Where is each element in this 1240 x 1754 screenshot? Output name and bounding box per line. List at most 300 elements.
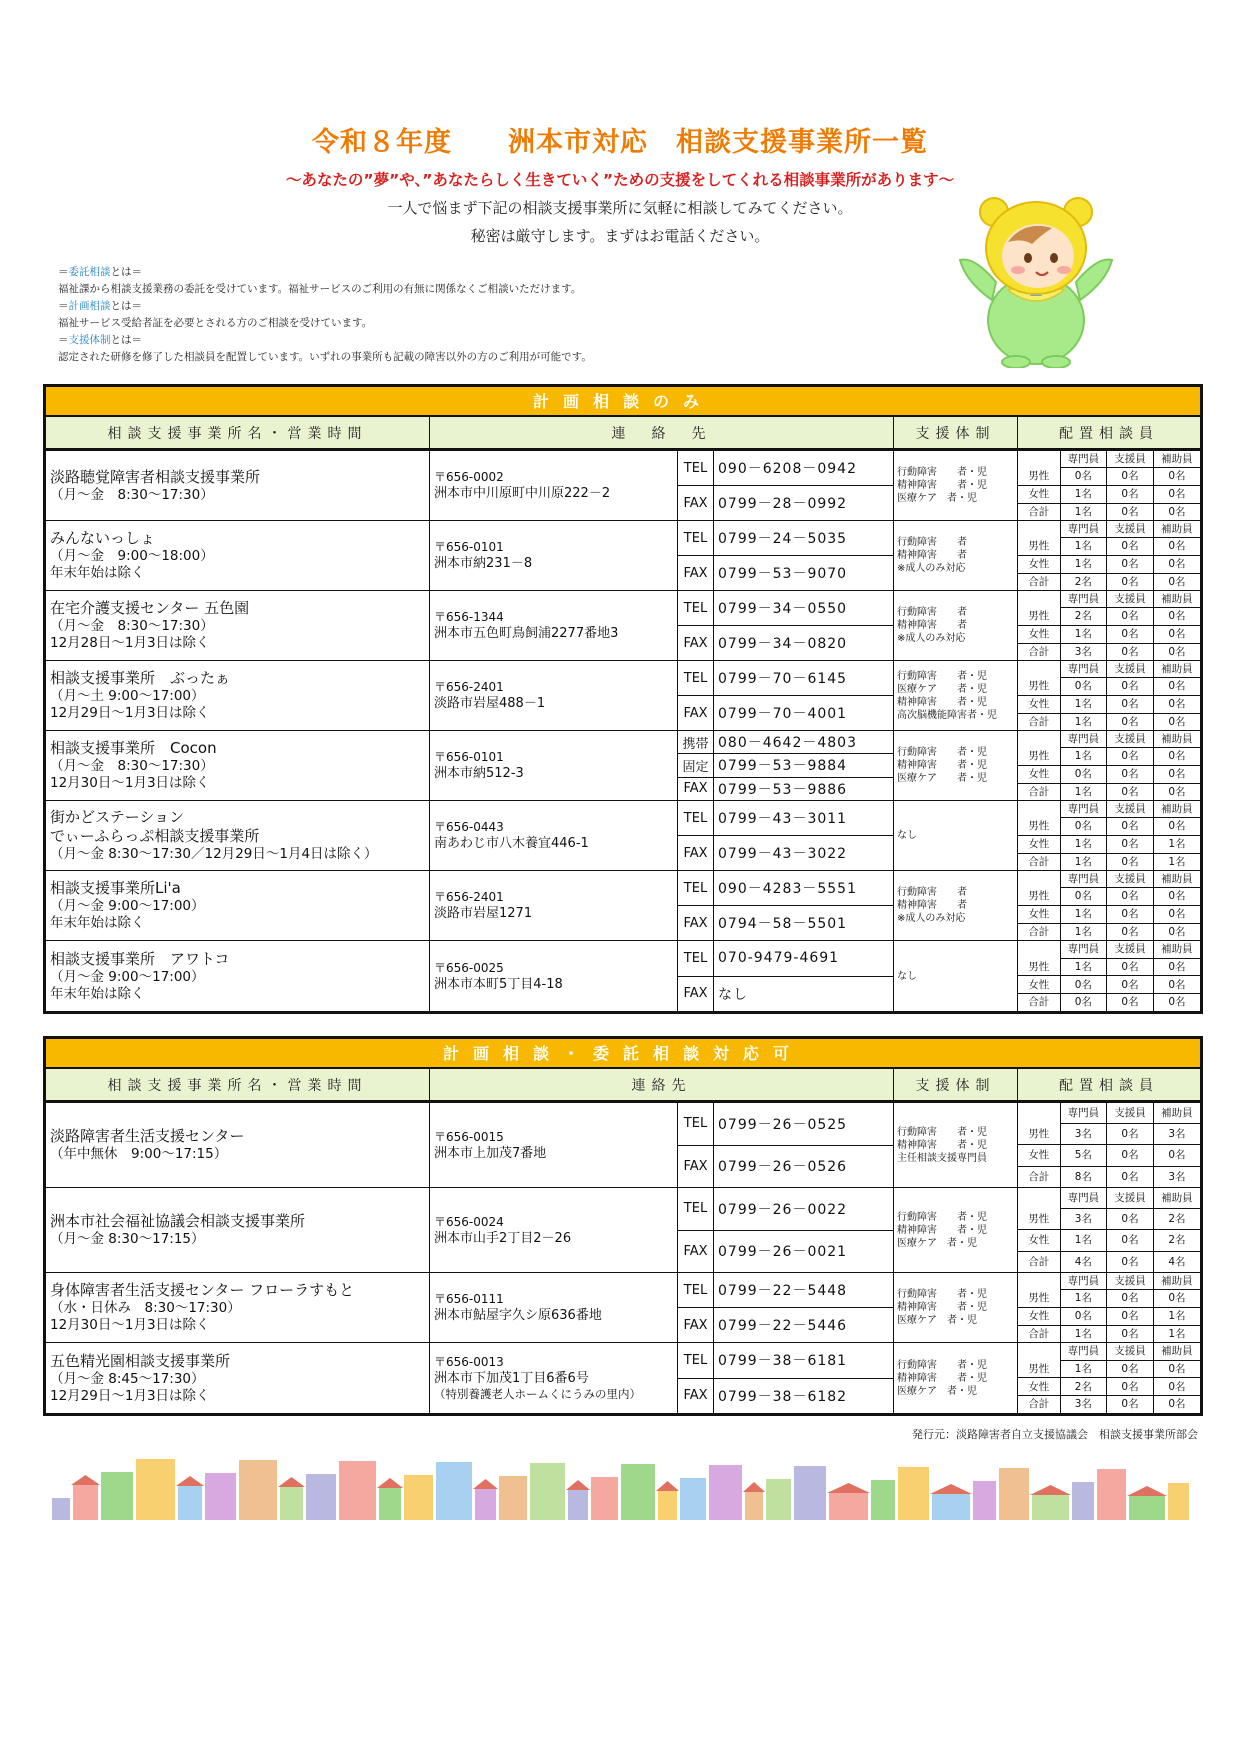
staff-count: 1名 [1060,695,1107,713]
phone-number: 090－6208－0942 [718,461,857,477]
address-cell [430,731,678,800]
phone-number: 0799－26－0525 [718,1116,848,1133]
office-hours: 12月28日～1月3日は除く [50,635,210,651]
staff-header: 専門員 [1060,1273,1107,1290]
staff-header: 補助員 [1153,731,1200,748]
support-line: 医療ケア 者・児 [897,493,977,504]
staff-cell [1018,1273,1200,1342]
staff-count: 0名 [1153,994,1200,1011]
staff-row-label: 男性 [1018,1124,1060,1145]
phone-number: 0799－70－6145 [718,671,848,687]
staff-corner [1018,801,1060,818]
postal-code: 〒656-0443 [434,820,504,834]
staff-row-label: 男性 [1018,1209,1060,1230]
staff-row-label: 男性 [1018,1360,1060,1378]
staff-count: 1名 [1060,1290,1107,1308]
staff-count: 0名 [1107,485,1154,503]
staff-row-female [1018,765,1200,783]
office-name-cell [46,1343,430,1413]
phone-line [678,754,893,777]
staff-header: 補助員 [1153,591,1200,608]
address-line: 洲本市中川原町中川原222－2 [434,486,611,501]
staff-count: 0名 [1107,1230,1154,1251]
support-line: 行動障害 者・児 [897,1211,987,1223]
staff-count: 0名 [1153,538,1200,556]
staff-table [1018,1188,1200,1272]
staff-count: 0名 [1153,888,1200,906]
staff-header-row [1018,451,1200,468]
staff-count: 0名 [1153,1290,1200,1308]
definition-term-line: ＝委託相談とは＝ [58,266,142,278]
building [436,1462,472,1520]
staff-count: 0名 [1107,783,1154,800]
mascot-illustration [956,190,1116,368]
office-name-cell [46,1188,430,1272]
roof [930,1484,972,1494]
col-staff: 配置相談員 [1059,1078,1159,1094]
phone-line [678,1103,893,1146]
staff-row-female [1018,1145,1200,1166]
support-cell [894,591,1018,660]
staff-table [1018,731,1200,800]
staff-header: 補助員 [1153,521,1200,538]
phone-label: FAX [678,977,714,1012]
office-hours: 年末年始は除く [50,985,145,1002]
phone-line [678,977,893,1012]
phone-number: 0799－43－3011 [718,811,848,827]
staff-row-total [1018,503,1200,520]
support-line: 精神障害 者・児 [897,1139,987,1151]
staff-header: 補助員 [1153,1103,1200,1124]
staff-header: 支援員 [1107,591,1154,608]
staff-header-row [1018,801,1200,818]
staff-count: 0名 [1107,1396,1154,1413]
office-name: 在宅介護支援センター 五色園 [50,599,250,617]
phone-line [678,836,893,870]
staff-row-label: 男性 [1018,608,1060,626]
support-cell [894,1343,1018,1413]
address-cell [430,1188,678,1272]
support-line: 高次脳機能障害者・児 [897,709,997,721]
office-name: 淡路障害者生活支援センター [50,1127,245,1145]
staff-count: 0名 [1107,643,1154,660]
office-name-cell [46,871,430,940]
staff-count: 0名 [1107,835,1154,853]
postal-code: 〒656-2401 [434,890,504,904]
staff-count: 0名 [1060,1307,1107,1325]
support-line: 医療ケア 者・児 [897,683,987,695]
support-line: 精神障害 者・児 [897,1372,987,1384]
phone-line [678,451,893,486]
staff-table [1018,941,1200,1011]
phone-number: 0799－38－6182 [718,1388,848,1405]
staff-count: 0名 [1153,678,1200,696]
table-row [46,801,1200,871]
staff-count: 3名 [1060,1209,1107,1230]
building [178,1486,202,1520]
building [680,1478,706,1520]
staff-row-total [1018,1325,1200,1342]
building [1168,1483,1189,1520]
staff-count: 0名 [1060,888,1107,906]
page-title: 令和８年度 洲本市対応 相談支援事業所一覧 [312,127,928,158]
staff-count: 0名 [1153,713,1200,730]
staff-count: 0名 [1107,538,1154,556]
phone-number: 070-9479-4691 [718,950,840,967]
office-name: 相談支援事業所 アワトコ [50,949,230,968]
phone-number: 080－4642－4803 [718,735,857,752]
staff-row-label: 女性 [1018,625,1060,643]
address-line: 洲本市上加茂7番地 [434,1145,547,1161]
staff-count: 2名 [1060,573,1107,590]
staff-count: 0名 [1153,573,1200,590]
staff-row-total [1018,643,1200,660]
staff-row-female [1018,625,1200,643]
staff-count: 0名 [1153,958,1200,976]
address-cell [430,591,678,660]
staff-row-label: 女性 [1018,555,1060,573]
phone-line [678,801,893,836]
staff-header: 専門員 [1060,801,1107,818]
support-line: なし [897,830,917,841]
phone-cell [678,451,894,520]
support-cell [894,451,1018,520]
address-cell [430,871,678,940]
table-row [46,591,1200,661]
roof [71,1475,100,1485]
definition-term: 計画相談 [68,300,111,312]
postal-code: 〒656-2401 [434,680,504,694]
staff-row-label: 女性 [1018,1307,1060,1325]
phone-cell [678,941,894,1011]
staff-cell [1018,451,1200,520]
address-line: 洲本市納231－8 [434,556,533,571]
address-cell [430,1343,678,1413]
staff-cell [1018,801,1200,870]
staff-row-label: 女性 [1018,1378,1060,1396]
staff-cell [1018,591,1200,660]
phone-label: FAX [678,626,714,660]
office-name-cell [46,1273,430,1342]
office-name: みんないっしょ [50,529,156,547]
phone-number: なし [718,986,748,1003]
support-line: 精神障害 者・児 [897,1302,987,1313]
staff-header: 専門員 [1060,451,1107,468]
staff-count: 3名 [1153,1166,1200,1187]
phone-cell [678,591,894,660]
address-line: 洲本市下加茂1丁目6番6号 [434,1371,589,1386]
staff-table [1018,521,1200,590]
office-name: 身体障害者生活支援センター フローラすもと [50,1281,355,1299]
support-line: 行動障害 者 [897,887,967,898]
staff-table [1018,591,1200,660]
staff-count: 2名 [1060,1378,1107,1396]
office-hours: 12月30日～1月3日は除く [50,1317,210,1333]
support-line: 行動障害 者・児 [897,670,987,682]
staff-row-label: 男性 [1018,1290,1060,1308]
staff-count: 1名 [1060,783,1107,800]
address-cell [430,661,678,730]
address-line: 洲本市納512-3 [434,766,524,781]
staff-header: 専門員 [1060,1103,1107,1124]
staff-row-male [1018,1360,1200,1378]
phone-label: TEL [678,1273,714,1307]
col-name: 相談支援事業所名・営業時間 [46,1069,430,1100]
staff-row-label: 女性 [1018,835,1060,853]
phone-number: 0799－34－0550 [718,601,848,617]
staff-count: 4名 [1153,1251,1200,1272]
staff-count: 0名 [1153,1396,1200,1413]
staff-row-label: 女性 [1018,1230,1060,1251]
staff-row-label: 合計 [1028,1398,1050,1411]
address-cell [430,1273,678,1342]
phone-number: 0799－26－0021 [718,1244,848,1261]
office-name: 街かどステーション [50,808,185,826]
staff-row-female [1018,905,1200,923]
staff-row-label: 合計 [1028,925,1050,938]
definition-desc: 福祉課から相談支援業務の委託を受けています。福祉サービスのご利用の有無に関係なくご相談いただけます。 [58,283,582,295]
address-cell [430,801,678,870]
staff-table [1018,871,1200,940]
building [1129,1496,1165,1520]
phone-number: 0799－24－5035 [718,531,848,547]
staff-header: 支援員 [1107,451,1154,468]
staff-count: 1名 [1060,923,1107,940]
staff-row-label: 女性 [1018,1145,1060,1166]
staff-header: 補助員 [1153,801,1200,818]
phone-label: FAX [678,778,714,800]
postal-code: 〒656-0101 [434,540,504,554]
staff-header: 支援員 [1107,1103,1154,1124]
phone-line [678,521,893,556]
phone-label: TEL [678,871,714,905]
support-line: 行動障害 者・児 [897,1289,987,1300]
staff-cell [1018,731,1200,800]
staff-count: 1名 [1060,503,1107,520]
col-name: 相談支援事業所名・営業時間 [46,417,430,448]
building [1072,1482,1094,1520]
building [136,1459,175,1520]
office-name-cell [46,941,430,1011]
support-cell [894,1103,1018,1187]
staff-corner [1018,731,1060,748]
staff-count: 1名 [1153,835,1200,853]
roof [377,1478,403,1488]
staff-row-female [1018,976,1200,994]
staff-count: 0名 [1107,1325,1154,1342]
staff-count: 0名 [1107,1378,1154,1396]
phone-label: FAX [678,1308,714,1342]
staff-header: 支援員 [1107,731,1154,748]
support-cell [894,521,1018,590]
address-cell [430,1103,678,1187]
staff-cell [1018,1343,1200,1413]
staff-count: 0名 [1060,468,1107,486]
staff-count: 1名 [1060,1230,1107,1251]
phone-line [678,731,893,754]
staff-row-label: 男性 [1018,538,1060,556]
staff-cell [1018,871,1200,940]
office-hours: （月～金 9:00～17:00） [50,968,205,985]
staff-row-total [1018,994,1200,1011]
building [973,1481,996,1520]
phone-line [678,626,893,660]
phone-label: FAX [678,1379,714,1414]
phone-number: 0799－22－5446 [718,1318,848,1334]
support-line: ※成人のみ対応 [897,633,966,644]
staff-row-label: 男性 [1018,958,1060,976]
staff-count: 0名 [1107,573,1154,590]
phone-number: 0794－58－5501 [718,916,848,932]
table-row [46,1103,1200,1188]
roof [743,1482,765,1492]
address-line: 南あわじ市八木養宜446-1 [434,836,589,851]
staff-row-label: 合計 [1028,1170,1050,1183]
staff-row-total [1018,853,1200,870]
building [404,1475,433,1520]
staff-count: 1名 [1060,905,1107,923]
phone-label: FAX [678,906,714,940]
office-name-cell [46,731,430,800]
staff-cell [1018,1103,1200,1187]
staff-row-male [1018,1209,1200,1230]
staff-count: 0名 [1153,1378,1200,1396]
definition-term-line: ＝支援体制とは＝ [58,334,142,346]
building [829,1493,868,1520]
definition-desc: 福祉サービス受給者証を必要とされる方のご相談を受けています。 [58,317,373,329]
staff-header: 専門員 [1060,521,1107,538]
phone-line [678,1343,893,1379]
phone-line [678,661,893,696]
office-hours: （月～土 9:00～17:00） [50,688,205,704]
staff-count: 0名 [1107,555,1154,573]
building [766,1479,791,1520]
building [999,1468,1029,1520]
staff-row-label: 男性 [1018,818,1060,836]
staff-header-row [1018,871,1200,888]
staff-count: 0名 [1153,555,1200,573]
support-cell [894,941,1018,1011]
office-name-cell [46,1103,430,1187]
column-headers [46,417,1200,451]
section-title: 計画相談のみ [46,387,1200,417]
staff-count: 0名 [1153,485,1200,503]
staff-row-label: 合計 [1028,505,1050,518]
staff-row-label: 合計 [1028,1327,1050,1340]
support-line: 精神障害 者 [897,550,967,561]
address-line: 洲本市五色町鳥飼浦2277番地3 [434,626,619,641]
table-row [46,871,1200,941]
col-contact: 連絡先 [430,1069,894,1100]
staff-count: 0名 [1153,468,1200,486]
support-line: 精神障害 者 [897,620,967,631]
staff-table [1018,1103,1200,1187]
staff-row-label: 合計 [1028,996,1050,1009]
office-name-cell [46,451,430,520]
office-name: 相談支援事業所 ぶったぁ [50,669,231,687]
phone-cell [678,1103,894,1187]
phone-label: FAX [678,1231,714,1273]
table-row [46,1273,1200,1343]
staff-count: 0名 [1107,765,1154,783]
staff-row-label: 合計 [1028,645,1050,658]
staff-count: 0名 [1107,1166,1154,1187]
staff-count: 0名 [1153,1145,1200,1166]
staff-count: 0名 [1107,748,1154,766]
staff-row-male [1018,818,1200,836]
support-line: 主任相談支援専門員 [897,1152,987,1164]
address-line: 洲本市山手2丁目2－26 [434,1230,572,1246]
staff-count: 1名 [1060,485,1107,503]
staff-count: 0名 [1060,994,1107,1011]
office-hours: 12月29日～1月3日は除く [50,1387,210,1404]
phone-label: TEL [678,1343,714,1378]
staff-count: 1名 [1060,625,1107,643]
staff-row-male [1018,888,1200,906]
staff-header: 補助員 [1153,871,1200,888]
phone-label: TEL [678,941,714,976]
office-name-cell [46,661,430,730]
staff-header: 専門員 [1060,871,1107,888]
staff-row-label: 男性 [1018,468,1060,486]
staff-count: 2名 [1060,608,1107,626]
staff-count: 0名 [1107,818,1154,836]
office-hours: （月～金 8:30～17:30／12月29日～1月4日は除く） [50,846,378,862]
phone-line [678,1273,893,1308]
roof [1127,1486,1167,1496]
staff-count: 2名 [1153,1230,1200,1251]
staff-count: 0名 [1153,905,1200,923]
staff-count: 0名 [1107,923,1154,940]
building [205,1473,236,1520]
postal-code: 〒656-0111 [434,1292,504,1306]
staff-count: 0名 [1107,1124,1154,1145]
staff-header-row [1018,1273,1200,1290]
support-cell [894,801,1018,870]
staff-count: 1名 [1060,1325,1107,1342]
support-line: 精神障害 者・児 [897,480,987,491]
definition-desc: 認定された研修を修了した相談員を配置しています。いずれの事業所も記載の障害以外の方のご利用が可能です。 [58,351,592,363]
office-hours: （月～金 8:30～17:30） [50,618,214,634]
staff-row-female [1018,1230,1200,1251]
staff-cell [1018,941,1200,1011]
phone-label: 固定 [678,754,714,776]
staff-header: 支援員 [1107,801,1154,818]
support-cell [894,871,1018,940]
building [794,1466,826,1520]
staff-row-male [1018,538,1200,556]
staff-row-label: 合計 [1028,715,1050,728]
staff-row-label: 男性 [1018,748,1060,766]
staff-count: 0名 [1107,608,1154,626]
office-hours: （月～金 8:30～17:15） [50,1231,205,1247]
office-hours: （月～金 9:00～17:00） [50,898,205,914]
staff-row-male [1018,608,1200,626]
staff-count: 0名 [1107,503,1154,520]
staff-count: 0名 [1107,1307,1154,1325]
table-row [46,731,1200,801]
phone-number: 0799－53－9070 [718,566,848,582]
staff-corner [1018,1103,1060,1124]
table-row [46,1343,1200,1413]
phone-line [678,1146,893,1188]
staff-count: 4名 [1060,1251,1107,1272]
staff-header: 支援員 [1107,521,1154,538]
support-cell [894,731,1018,800]
intro-line-2: 秘密は厳守します。まずはお電話ください。 [470,227,770,245]
phone-number: 0799－38－6181 [718,1353,848,1370]
staff-header: 支援員 [1107,871,1154,888]
